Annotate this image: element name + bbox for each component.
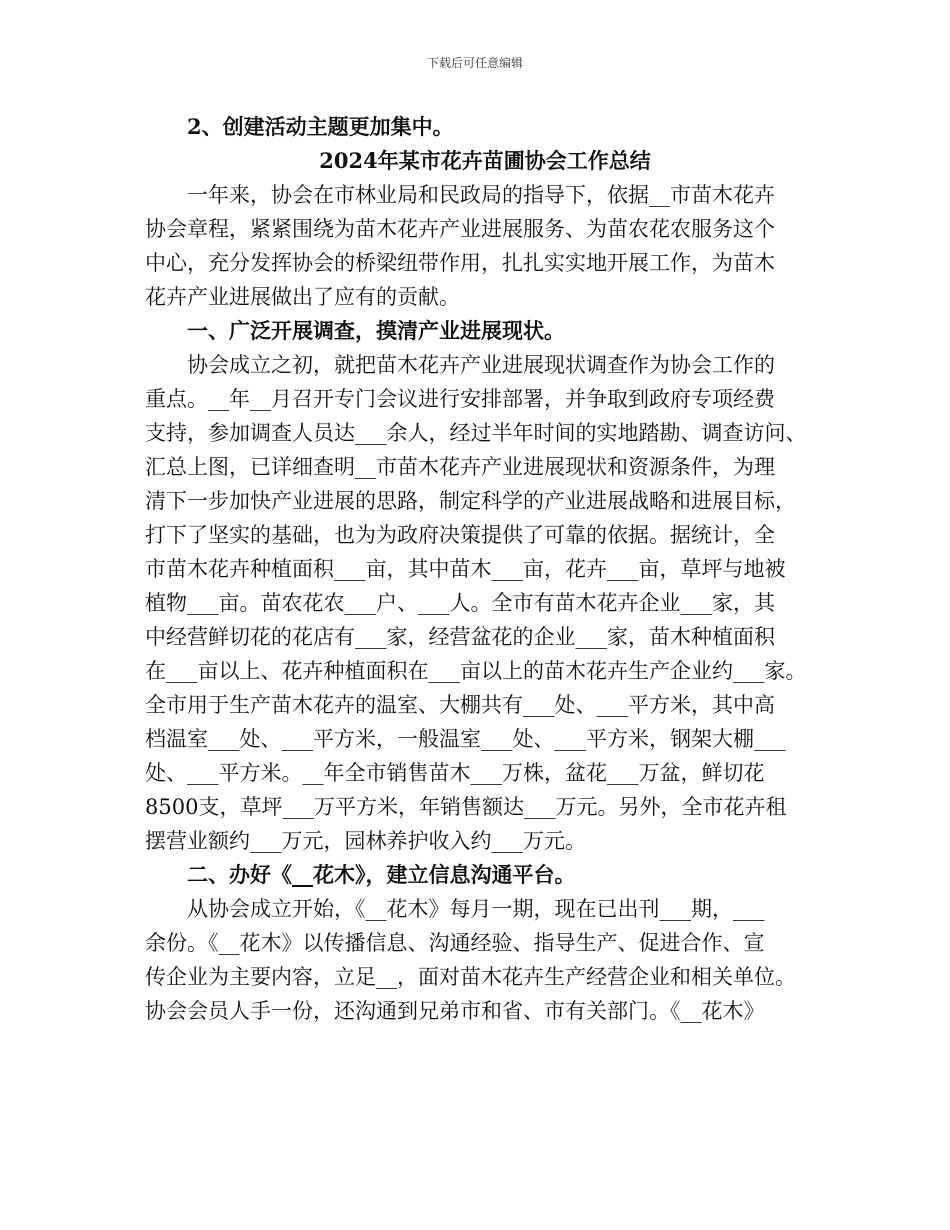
body-line: 重点。__年__月召开专门会议进行安排部署，并争取到政府专项经费	[145, 387, 775, 411]
section-heading: 一、广泛开展调查，摸清产业进展现状。	[187, 318, 565, 343]
document-title: 2024年某市花卉苗圃协会工作总结	[319, 148, 651, 173]
body-line: 汇总上图，已详细查明__市苗木花卉产业进展现状和资源条件，为理	[145, 455, 775, 479]
body-line: 协会章程，紧紧围绕为苗木花卉产业进展服务、为苗农花农服务这个	[145, 217, 775, 241]
body-line: 档温室___处、___平方米，一般温室___处、___平方米，钢架大棚___	[145, 727, 786, 751]
body-line: 协会成立之初，就把苗木花卉产业进展现状调查作为协会工作的	[187, 353, 775, 377]
body-line: 中经营鲜切花的花店有___家，经营盆花的企业___家，苗木种植面积	[145, 625, 775, 649]
body-line: 植物___亩。苗农花农___户、___人。全市有苗木花卉企业___家，其	[145, 591, 775, 615]
body-line: 清下一步加快产业进展的思路，制定科学的产业进展战略和进展目标，	[145, 489, 796, 513]
body-line: 协会会员人手一份，还沟通到兄弟市和省、市有关部门。《__花木》	[145, 999, 765, 1023]
body-line: 从协会成立开始，《__花木》每月一期，现在已出刊___期，___	[187, 897, 765, 921]
body-line: 花卉产业进展做出了应有的贡献。	[145, 285, 460, 309]
section-heading: 二、办好《__花木》，建立信息沟通平台。	[187, 862, 576, 887]
page-header: 下载后可任意编辑	[426, 56, 523, 70]
body-line: 处、___平方米。__年全市销售苗木___万株，盆花___万盆，鲜切花	[145, 761, 765, 785]
body-line: 一年来，协会在市林业局和民政局的指导下，依据__市苗木花卉	[187, 183, 775, 207]
body-line: 在___亩以上、花卉种植面积在___亩以上的苗木花卉生产企业约___家。	[145, 659, 807, 683]
body-line: 支持，参加调查人员达___余人，经过半年时间的实地踏勘、调查访问、	[145, 421, 807, 445]
body-line: 中心，充分发挥协会的桥梁纽带作用，扎扎实实地开展工作，为苗木	[145, 251, 775, 275]
document-body	[145, 110, 825, 1028]
body-line: 传企业为主要内容，立足__，面对苗木花卉生产经营企业和相关单位。	[145, 965, 796, 989]
section-heading: 2、创建活动主题更加集中。	[187, 114, 454, 139]
body-line: 摆营业额约___万元，园林养护收入约___万元。	[145, 829, 586, 853]
body-line: 余份。《__花木》以传播信息、沟通经验、指导生产、促进合作、宣	[145, 931, 765, 955]
body-line: 8500支，草坪___万平方米，年销售额达___万元。另外，全市花卉租	[145, 795, 787, 819]
body-line: 市苗木花卉种植面积___亩，其中苗木___亩，花卉___亩，草坪与地被	[145, 557, 786, 581]
body-line: 全市用于生产苗木花卉的温室、大棚共有___处、___平方米，其中高	[145, 693, 775, 717]
body-line: 打下了坚实的基础，也为为政府决策提供了可靠的依据。据统计，全	[145, 523, 775, 547]
